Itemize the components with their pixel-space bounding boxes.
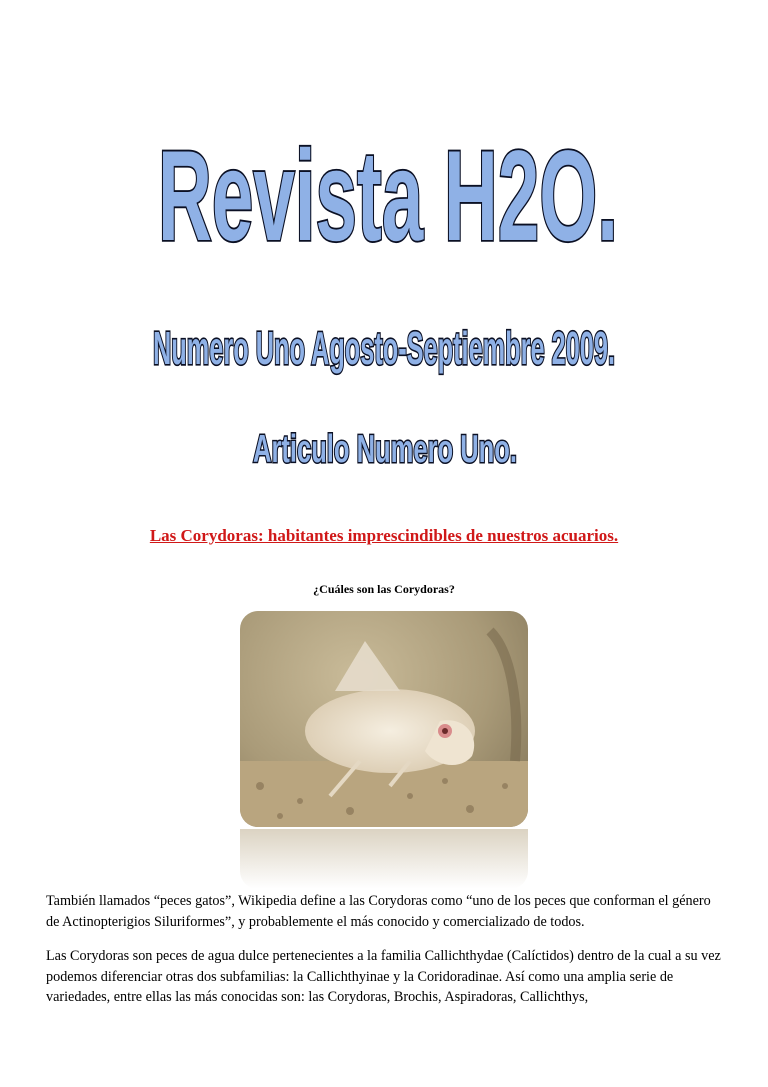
article-number-line: Articulo Numero Uno. xyxy=(253,427,517,472)
paragraph-1 xyxy=(46,891,726,932)
paragraph-text: Las Corydoras son peces de agua dulce pertenecientes a la familia Callichthydae (Calíctidos) dentro de la cual a su vez podemos diferenciar otras dos subfamilias: la Callichthyinae y la Coridoradinae. Así como una amplia serie de variedades, entre ellas las más conocidas son: las Corydoras, Brochis, Aspiradoras, Callichthys, xyxy=(46,948,721,1005)
section-subheading: ¿Cuáles son las Corydoras? xyxy=(313,582,455,596)
magazine-title: Revista H2O. xyxy=(158,123,618,268)
paragraph-text: También llamados “peces gatos”, Wikipedia define a las Corydoras como “uno de los peces que conforman el género de Actinopterigios Siluriformes”, y probablemente el más conocido y comercializado de todos. xyxy=(46,893,711,930)
corydoras-photo xyxy=(240,611,528,883)
paragraph-2 xyxy=(46,946,726,1008)
fish-image xyxy=(240,611,528,827)
article-title: Las Corydoras: habitantes imprescindibles de nuestros acuarios. xyxy=(149,526,619,545)
header-wordart xyxy=(0,0,768,500)
photo-reflection xyxy=(240,829,528,889)
issue-line: Numero Uno Agosto-Septiembre 2009. xyxy=(152,322,615,375)
